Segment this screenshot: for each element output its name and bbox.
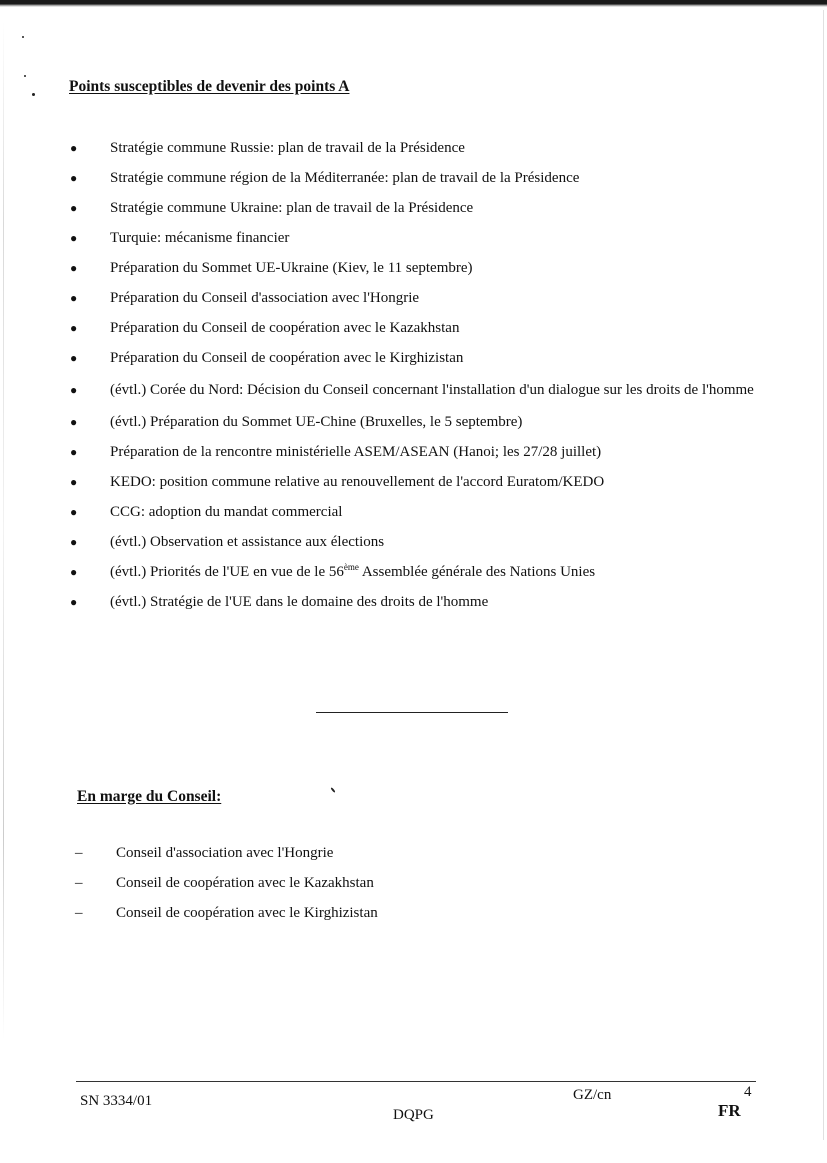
- list-item-text: (évtl.) Stratégie de l'UE dans le domaine des droits de l'homme: [110, 594, 489, 610]
- footer-department: DQPG: [393, 1107, 434, 1122]
- section-separator: [316, 712, 508, 713]
- list-item: [60, 373, 760, 407]
- bullet-icon: ●: [70, 595, 78, 609]
- list-item: [60, 253, 760, 283]
- superscript: ème: [343, 562, 359, 572]
- heading-margin: En marge du Conseil:: [77, 788, 222, 805]
- list-item-text: Stratégie commune région de la Méditerranée: plan de travail de la Présidence: [110, 170, 580, 186]
- list-item-text: Préparation du Sommet UE-Ukraine (Kiev, le 11 septembre): [110, 260, 473, 276]
- bullet-icon: ●: [70, 261, 78, 275]
- footer-rule: [76, 1081, 756, 1082]
- list-item: [60, 343, 760, 373]
- bullet-icon: ●: [70, 565, 78, 579]
- list-item: [60, 557, 760, 587]
- scan-border-right: [823, 10, 824, 1140]
- list-item: [60, 133, 760, 163]
- list-item-text: Préparation de la rencontre ministérielle ASEM/ASEAN (Hanoi; les 27/28 juillet): [110, 444, 602, 460]
- scan-speck: [22, 36, 24, 38]
- list-item: [60, 223, 760, 253]
- margin-list-item: [70, 838, 378, 868]
- bullet-icon: ●: [70, 475, 78, 489]
- margin-list: [70, 838, 378, 928]
- dash-icon: –: [75, 875, 83, 891]
- scan-speck: [32, 93, 35, 96]
- list-item: [60, 193, 760, 223]
- dash-icon: –: [75, 905, 83, 921]
- bullet-icon: ●: [70, 141, 78, 155]
- list-item-text: Préparation du Conseil de coopération avec le Kazakhstan: [110, 320, 460, 336]
- list-item: [60, 467, 760, 497]
- list-item-text: (évtl.) Corée du Nord: Décision du Conseil concernant l'installation d'un dialogue sur les droits de l'homme: [110, 382, 754, 398]
- footer-reference: SN 3334/01: [80, 1093, 153, 1109]
- list-item-text: Stratégie commune Russie: plan de travail de la Présidence: [110, 140, 465, 156]
- margin-item-text: Conseil d'association avec l'Hongrie: [116, 845, 334, 861]
- list-item: [60, 407, 760, 437]
- list-item-text: [110, 564, 595, 580]
- list-item-text: Préparation du Conseil de coopération avec le Kirghizistan: [110, 350, 464, 366]
- list-item: [60, 437, 760, 467]
- bullet-icon: ●: [70, 505, 78, 519]
- margin-item-text: Conseil de coopération avec le Kazakhstan: [116, 875, 374, 891]
- scan-speck: [24, 75, 26, 77]
- scan-speck: [330, 787, 335, 793]
- scan-border-top: [0, 0, 827, 7]
- dash-icon: –: [75, 845, 83, 861]
- list-item-text: KEDO: position commune relative au renouvellement de l'accord Euratom/KEDO: [110, 474, 605, 490]
- bullet-icon: ●: [70, 231, 78, 245]
- bullet-icon: ●: [70, 291, 78, 305]
- bullet-icon: ●: [70, 535, 78, 549]
- footer-page-number: 4: [744, 1084, 752, 1100]
- list-item-text: CCG: adoption du mandat commercial: [110, 504, 343, 520]
- bullet-icon: ●: [70, 321, 78, 335]
- list-item-text-part: (évtl.) Priorités de l'UE en vue de le 56: [110, 564, 344, 580]
- list-item-text: (évtl.) Observation et assistance aux élections: [110, 534, 385, 550]
- footer-language: FR: [718, 1101, 741, 1119]
- list-item: [60, 587, 760, 617]
- list-item: [60, 527, 760, 557]
- list-item: [60, 497, 760, 527]
- bullet-icon: ●: [70, 171, 78, 185]
- list-item: [60, 313, 760, 343]
- list-item: [60, 163, 760, 193]
- bullet-icon: ●: [70, 445, 78, 459]
- footer-initials: GZ/cn: [573, 1087, 612, 1103]
- list-item-text: Turquie: mécanisme financier: [110, 230, 290, 246]
- margin-list-item: [70, 868, 378, 898]
- bullet-icon: ●: [70, 201, 78, 215]
- bullet-icon: ●: [70, 415, 78, 429]
- bullet-icon: ●: [70, 383, 78, 397]
- list-item-text: Stratégie commune Ukraine: plan de travail de la Présidence: [110, 200, 474, 216]
- margin-item-text: Conseil de coopération avec le Kirghizistan: [116, 905, 378, 921]
- list-item-text-part: Assemblée générale des Nations Unies: [358, 564, 596, 580]
- margin-list-item: [70, 898, 378, 928]
- list-item-text: (évtl.) Préparation du Sommet UE-Chine (Bruxelles, le 5 septembre): [110, 414, 523, 430]
- points-a-list: [60, 133, 760, 617]
- list-item-text: Préparation du Conseil d'association avec l'Hongrie: [110, 290, 420, 306]
- list-item: [60, 283, 760, 313]
- bullet-icon: ●: [70, 351, 78, 365]
- scan-border-left: [3, 20, 4, 1040]
- heading-points-a: Points susceptibles de devenir des points A: [69, 78, 350, 95]
